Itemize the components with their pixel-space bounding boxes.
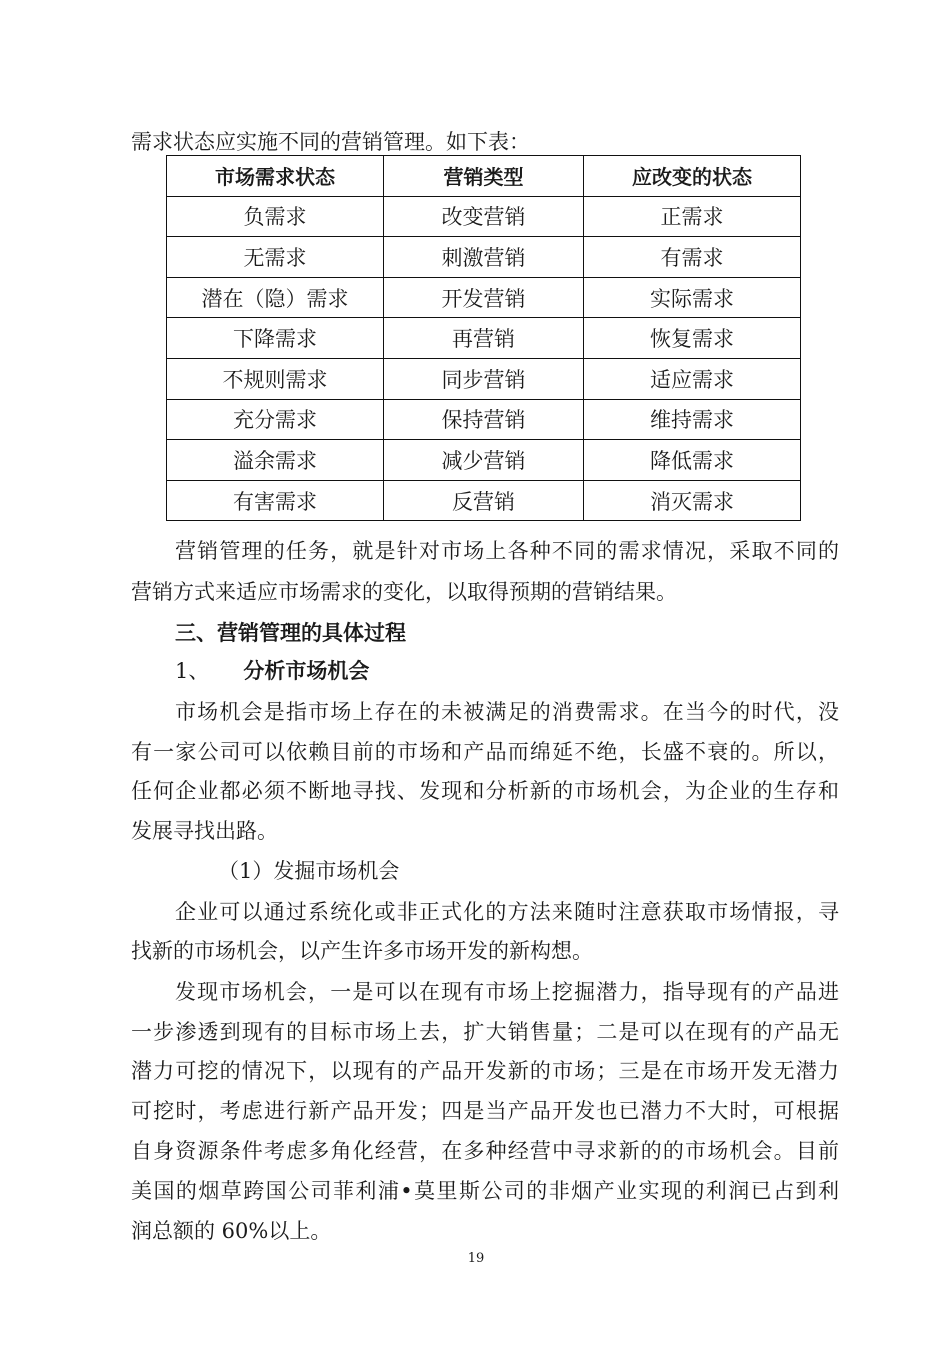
paragraph-line: 潜力可挖的情况下，以现有的产品开发新的市场；三是在市场开发无潜力 [131, 1059, 839, 1083]
table-cell: 有害需求 [167, 480, 384, 521]
table-cell: 消灭需求 [584, 480, 801, 521]
paragraph-line: 企业可以通过系统化或非正式化的方法来随时注意获取市场情报，寻 [175, 900, 839, 924]
table-row [167, 196, 801, 237]
table-cell: 无需求 [167, 237, 384, 278]
table-header: 营销类型 [384, 156, 584, 197]
table-cell: 正需求 [584, 196, 801, 237]
table-row [167, 440, 801, 481]
table-cell: 溢余需求 [167, 440, 384, 481]
table-cell: 下降需求 [167, 318, 384, 359]
paragraph-line: 发展寻找出路。 [131, 819, 278, 843]
paragraph-line: 美国的烟草跨国公司菲利浦•莫里斯公司的非烟产业实现的利润已占到利 [131, 1179, 839, 1203]
heading-text: 分析市场机会 [243, 659, 370, 683]
table-row [167, 237, 801, 278]
table-cell: 恢复需求 [584, 318, 801, 359]
table-cell: 适应需求 [584, 358, 801, 399]
table-cell: 同步营销 [384, 358, 584, 399]
paragraph-line: 可挖时，考虑进行新产品开发；四是当产品开发也已潜力不大时，可根据 [131, 1099, 839, 1123]
table-header: 应改变的状态 [584, 156, 801, 197]
paragraph-line: 自身资源条件考虑多角化经营，在多种经营中寻求新的的市场机会。目前 [131, 1139, 839, 1163]
table-cell: 维持需求 [584, 399, 801, 440]
table-cell: 有需求 [584, 237, 801, 278]
table-row [167, 318, 801, 359]
subsection-heading [175, 657, 839, 685]
table-cell: 充分需求 [167, 399, 384, 440]
table-row [167, 399, 801, 440]
paragraph-line: 有一家公司可以依赖目前的市场和产品而绵延不绝，长盛不衰的。所以， [131, 740, 839, 764]
table-row [167, 480, 801, 521]
table-cell: 不规则需求 [167, 358, 384, 399]
table-cell: 反营销 [384, 480, 584, 521]
table-cell: 开发营销 [384, 277, 584, 318]
table-header-row [167, 156, 801, 197]
table-cell: 潜在（隐）需求 [167, 277, 384, 318]
paragraph-line: 任何企业都必须不断地寻找、发现和分析新的市场机会，为企业的生存和 [131, 779, 839, 803]
paragraph-line: 润总额的 60%以上。 [131, 1219, 332, 1243]
sub-heading: （1）发掘市场机会 [218, 859, 400, 883]
paragraph-line: 一步渗透到现有的目标市场上去，扩大销售量；二是可以在现有的产品无 [131, 1020, 839, 1044]
table-cell: 实际需求 [584, 277, 801, 318]
paragraph-line: 找新的市场机会，以产生许多市场开发的新构想。 [131, 939, 593, 963]
table-cell: 再营销 [384, 318, 584, 359]
section-heading: 三、营销管理的具体过程 [175, 621, 406, 645]
paragraph-line: 营销方式来适应市场需求的变化，以取得预期的营销结果。 [131, 580, 677, 604]
paragraph-line: 市场机会是指市场上存在的未被满足的消费需求。在当今的时代，没 [175, 700, 839, 724]
heading-number: 1、 [175, 659, 210, 683]
table-cell: 降低需求 [584, 440, 801, 481]
intro-line: 需求状态应实施不同的营销管理。如下表： [131, 130, 530, 154]
table-cell: 改变营销 [384, 196, 584, 237]
table-row [167, 358, 801, 399]
table-header: 市场需求状态 [167, 156, 384, 197]
demand-table [166, 155, 801, 521]
table-row [167, 277, 801, 318]
paragraph-line: 发现市场机会，一是可以在现有市场上挖掘潜力，指导现有的产品进 [175, 980, 839, 1004]
table-cell: 刺激营销 [384, 237, 584, 278]
table-cell: 负需求 [167, 196, 384, 237]
table-cell: 保持营销 [384, 399, 584, 440]
paragraph-line: 营销管理的任务，就是针对市场上各种不同的需求情况，采取不同的 [175, 539, 839, 563]
page-number: 19 [467, 1251, 485, 1266]
table-cell: 减少营销 [384, 440, 584, 481]
